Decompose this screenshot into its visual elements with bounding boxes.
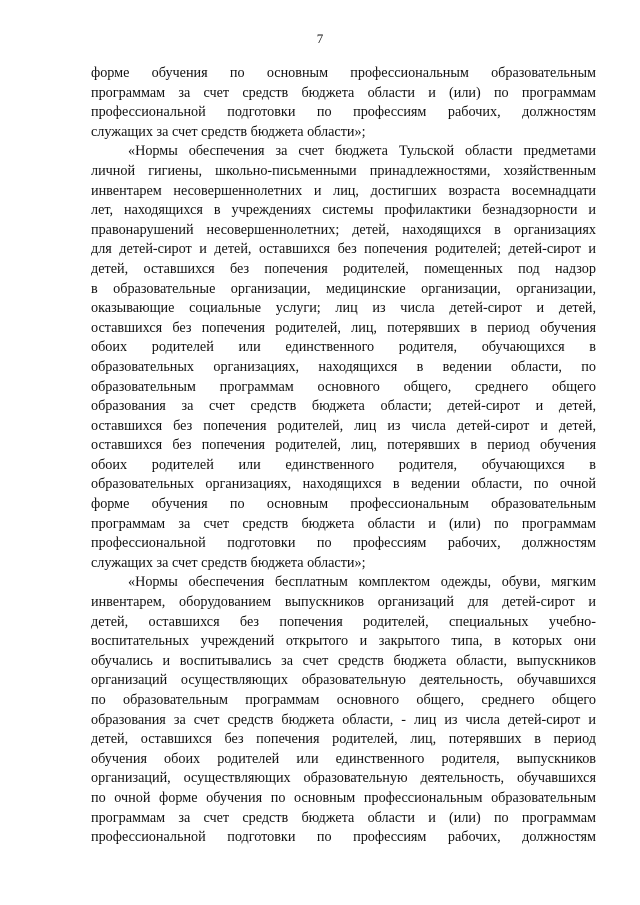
text-line: образовательных организациях, находящихся в ведении области, по [91, 358, 596, 375]
text-line: оказывающие социальные услуги; лиц из числа детей-сирот и детей, [91, 300, 596, 317]
text-line: программам за счет средств бюджета области и (или) по программам [91, 84, 596, 101]
text-line: образовательным программам основного общего, среднего общего [91, 378, 596, 395]
text-line: оставшихся без попечения родителей, лиц, потерявших в период обучения [91, 437, 596, 454]
text-line: личной гигиены, школьно-письменными принадлежностями, хозяйственным [91, 162, 596, 179]
document-body [91, 64, 596, 848]
paragraph-hygiene-norms [91, 142, 596, 573]
text-line: «Нормы обеспечения бесплатным комплектом одежды, обуви, мягким [128, 574, 596, 591]
paragraph-clothing-norms [91, 573, 596, 847]
text-line: воспитательных учреждений открытого и закрытого типа, в которых они [91, 633, 596, 650]
text-line: образовательных организациях, находящихся в ведении области, по очной [91, 476, 596, 493]
text-line: форме обучения по основным профессиональным образовательным [91, 65, 596, 81]
text-line: форме обучения по основным профессиональным образовательным [91, 496, 596, 513]
text-line: по очной форме обучения по основным профессиональным образовательным [91, 789, 596, 806]
text-line: правонарушений несовершеннолетних; детей, находящихся в организациях [91, 221, 596, 238]
text-line: обоих родителей или единственного родителя, обучающихся в [91, 339, 596, 356]
text-line: детей, оставшихся без попечения родителей, лиц, потерявших в период [91, 731, 596, 748]
text-line: оставшихся без попечения родителей, лиц, потерявших в период обучения [91, 319, 596, 336]
text-line: программам за счет средств бюджета области и (или) по программам [91, 809, 596, 826]
text-line: обоих родителей или единственного родителя, обучающихся в [91, 456, 596, 473]
page-number: 7 [316, 31, 324, 46]
text-line: оставшихся без попечения родителей, лиц из числа детей-сирот и детей, [91, 417, 596, 434]
text-line: профессиональной подготовки по профессиям рабочих, должностям [91, 104, 596, 121]
text-line: профессиональной подготовки по профессиям рабочих, должностям [91, 535, 596, 552]
text-line: «Нормы обеспечения за счет бюджета Тульской области предметами [128, 143, 596, 160]
text-line: образования за счет средств бюджета области, - лиц из числа детей-сирот и [91, 711, 596, 728]
text-line: для детей-сирот и детей, оставшихся без попечения родителей; детей-сирот и [91, 241, 596, 258]
text-line: обучались и воспитывались за счет средств бюджета области, выпускников [91, 652, 596, 669]
text-line: служащих за счет средств бюджета области»; [91, 123, 366, 140]
text-line: инвентарем, оборудованием выпускников организаций для детей-сирот и [91, 594, 596, 611]
text-line: лет, находящихся в учреждениях системы профилактики безнадзорности и [91, 202, 596, 219]
text-line: служащих за счет средств бюджета области»; [91, 554, 366, 571]
text-line: организаций осуществляющих образовательную деятельность, обучавшихся [91, 672, 596, 689]
text-line: в образовательные организации, медицинские организации, организации, [91, 280, 596, 297]
text-line: инвентарем несовершеннолетних и лиц, достигших возраста восемнадцати [91, 182, 596, 199]
text-line: организаций, осуществляющих образовательную деятельность, обучавшихся [91, 770, 596, 787]
text-line: обучения обоих родителей или единственного родителя, выпускников [91, 750, 596, 767]
text-line: детей, оставшихся без попечения родителей, специальных учебно- [91, 613, 596, 630]
text-line: детей, оставшихся без попечения родителей, помещенных под надзор [91, 260, 596, 277]
text-line: профессиональной подготовки по профессиям рабочих, должностям [91, 829, 596, 846]
text-line: программам за счет средств бюджета области и (или) по программам [91, 515, 596, 532]
text-line: по образовательным программам основного общего, среднего общего [91, 692, 596, 708]
paragraph-continuation [91, 64, 596, 142]
text-line: образования за счет средств бюджета области; детей-сирот и детей, [91, 398, 596, 415]
